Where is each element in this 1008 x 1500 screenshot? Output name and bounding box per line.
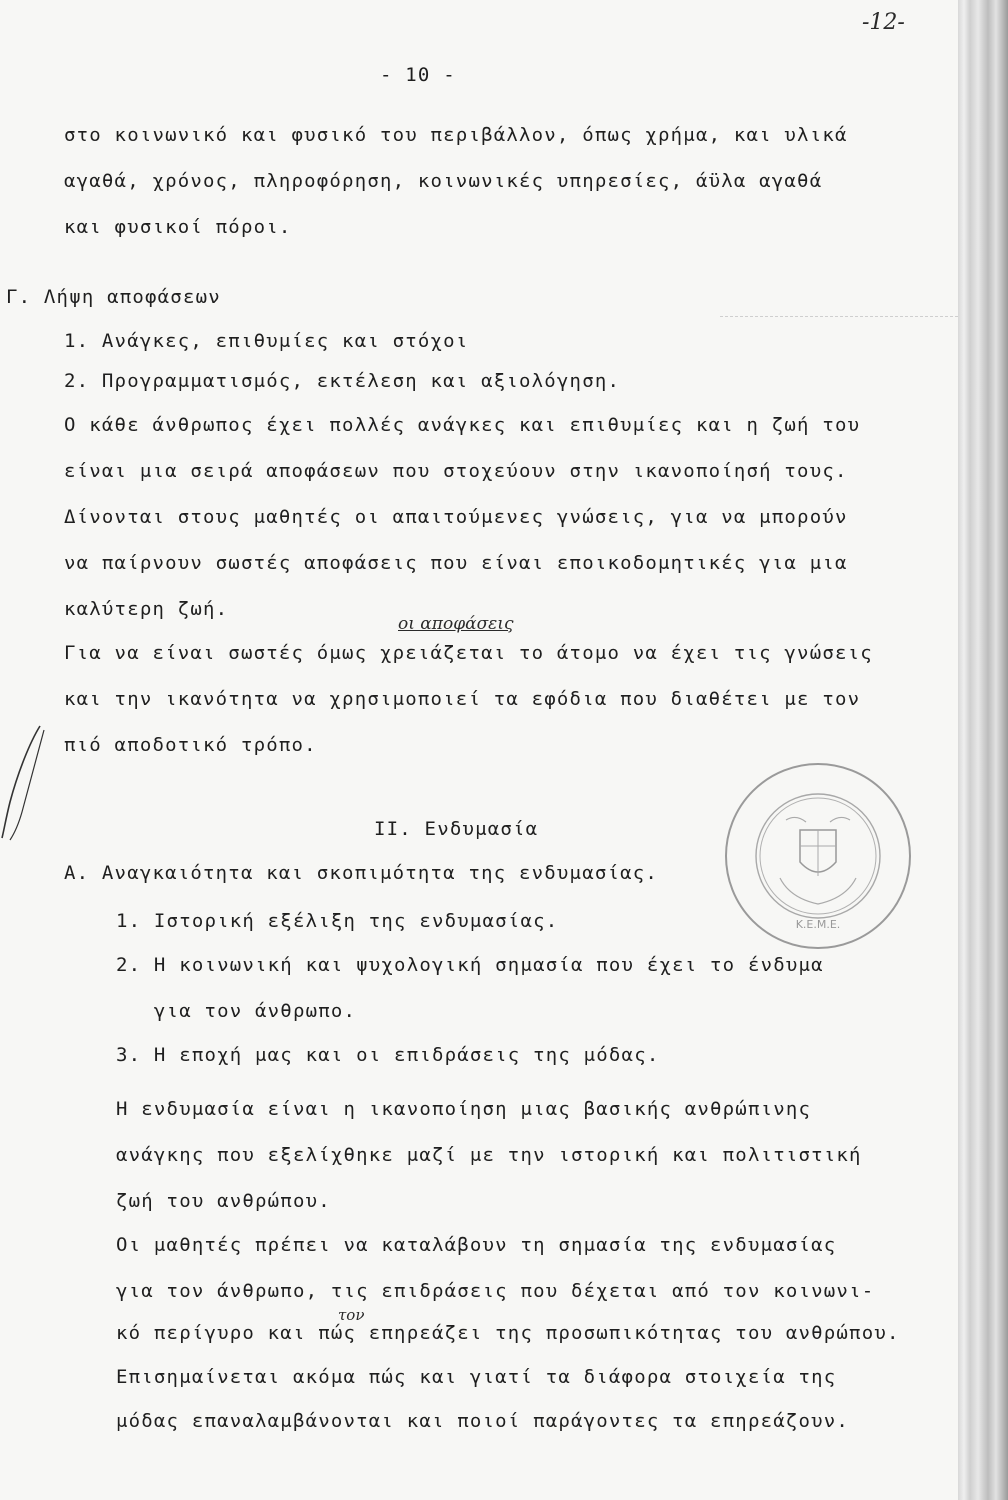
top-paragraph-line-1: στο κοινωνικό και φυσικό του περιβάλλον, όπως χρήμα, και υλικά [64,124,848,146]
section-ii-para1-line-3: ζωή του ανθρώπου. [116,1190,331,1212]
section-g-para2-line-1: Για να είναι σωστές όμως χρειάζεται το άτομο να έχει τις γνώσεις [64,642,873,664]
typed-page-number: - 10 - [380,64,456,86]
top-paragraph-line-3: και φυσικοί πόροι. [64,216,292,238]
section-ii-para2-line-4: Επισημαίνεται ακόμα πώς και γιατί τα διάφορα στοιχεία της [116,1366,837,1388]
handwritten-page-number: -12- [862,10,905,35]
section-ii-para2-line-1: Οι μαθητές πρέπει να καταλάβουν τη σημασία της ενδυμασίας [116,1234,837,1256]
section-g-heading: Γ. Λήψη αποφάσεων [6,286,221,308]
section-g-item-2: 2. Προγραμματισμός, εκτέλεση και αξιολόγηση. [64,370,621,392]
section-g-para2-line-2: και την ικανότητα να χρησιμοποιεί τα εφόδια που διαθέτει με τον [64,688,861,710]
top-paragraph-line-2: αγαθά, χρόνος, πληροφόρηση, κοινωνικές υπηρεσίες, άϋλα αγαθά [64,170,823,192]
section-g-para1-line-1: Ο κάθε άνθρωπος έχει πολλές ανάγκες και επιθυμίες και η ζωή του [64,414,861,436]
section-ii-para1-line-2: ανάγκης που εξελίχθηκε μαζί με την ιστορική και πολιτιστική [116,1144,862,1166]
section-ii-item-2: 2. Η κοινωνική και ψυχολογική σημασία που έχει το ένδυμα [116,954,824,976]
section-g-para1-line-4: να παίρνουν σωστές αποφάσεις που είναι εποικοδομητικές για μια [64,552,848,574]
section-g-para2-line-3: πιό αποδοτικό τρόπο. [64,734,317,756]
stamp-bottom-text: Κ.Ε.Μ.Ε. [795,918,841,931]
section-g-para1-line-3: Δίνονται στους μαθητές οι απαιτούμενες γνώσεις, για να μπορούν [64,506,848,528]
handwritten-annotation-apofaseis: οι αποφάσεις [398,614,514,634]
handwritten-annotation-ton: τον [338,1306,365,1324]
book-page-edge [958,0,1008,1500]
section-g-para1-line-5: καλύτερη ζωή. [64,598,229,620]
section-ii-item-1: 1. Ιστορική εξέλιξη της ενδυμασίας. [116,910,559,932]
section-ii-item-3: 3. Η εποχή μας και οι επιδράσεις της μόδας. [116,1044,660,1066]
section-ii-subheading: Α. Αναγκαιότητα και σκοπιμότητα της ενδυμασίας. [64,862,659,884]
section-ii-item-2-cont: για τον άνθρωπο. [116,1000,357,1022]
section-ii-para1-line-1: Η ενδυμασία είναι η ικανοποίηση μιας βασικής ανθρώπινης [116,1098,812,1120]
margin-bracket-mark [0,722,50,842]
section-ii-para2-line-2: για τον άνθρωπο, τις επιδράσεις που δέχεται από τον κοινωνι- [116,1280,875,1302]
bleed-through-rule [720,316,958,319]
official-seal-stamp [720,758,916,954]
section-g-item-1: 1. Ανάγκες, επιθυμίες και στόχοι [64,330,469,352]
section-ii-para2-line-5: μόδας επαναλαμβάνονται και ποιοί παράγοντες τα επηρεάζουν. [116,1410,850,1432]
section-ii-title: ΙΙ. Ενδυμασία [374,818,539,840]
section-g-para1-line-2: είναι μια σειρά αποφάσεων που στοχεύουν στην ικανοποίησή τους. [64,460,848,482]
section-ii-para2-line-3: κό περίγυρο και πώς επηρεάζει της προσωπικότητας του ανθρώπου. [116,1322,900,1344]
